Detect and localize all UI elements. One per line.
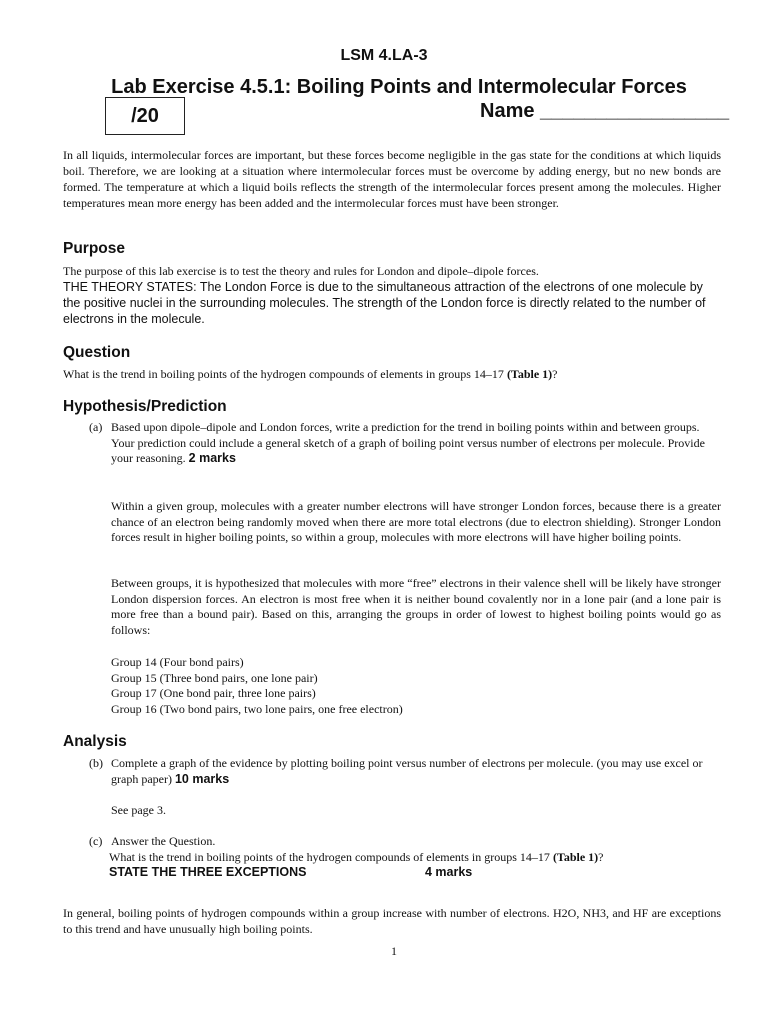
group-order-list [111, 655, 403, 717]
page-number: 1 [391, 944, 397, 958]
item-c-label: (c) [89, 834, 103, 848]
document-code: LSM 4.LA-3 [340, 47, 428, 64]
conclusion-paragraph: In general, boiling points of hydrogen compounds within a group increase with number of electrons. H2O, NH3, and HF are exceptions to this trend and have unusually high boiling points. [63, 906, 721, 936]
item-b-text: Complete a graph of the evidence by plotting boiling point versus number of electrons per molecule. (you may use excel or graph paper) 10 marks [111, 756, 703, 786]
item-b-label: (b) [89, 756, 103, 770]
table-1-reference: (Table 1) [552, 850, 599, 864]
hypothesis-answer-2: Between groups, it is hypothesized that molecules with more “free” electrons in their valence shell will be likely have stronger London dispersion forces. An electron is most free when it is neither bound covalently nor in a lone pair (and a lone pair is more free than a bound pair). Based on this, arranging the groups in order of lowest to highest boiling points would go as follows: [111, 576, 721, 637]
theory-statement: THE THEORY STATES: The London Force is due to the simultaneous attraction of the electrons of one molecule by the positive nuclei in the surrounding molecules. The strength of the London force is directly related to the number of electrons in the molecule. [63, 280, 706, 326]
item-a-label: (a) [89, 420, 103, 434]
list-item: Group 17 (One bond pair, three lone pairs) [111, 686, 316, 700]
item-b-answer: See page 3. [111, 803, 166, 817]
list-item: Group 16 (Two bond pairs, two lone pairs, one free electron) [111, 701, 403, 716]
question-text: What is the trend in boiling points of the hydrogen compounds of elements in groups 14–17 (Table 1)? [63, 367, 558, 381]
item-c-question: What is the trend in boiling points of the hydrogen compounds of elements in groups 14–17 (Table 1)? [109, 850, 604, 864]
list-item: Group 14 (Four bond pairs) [111, 655, 244, 669]
purpose-heading: Purpose [63, 240, 126, 257]
item-a-marks: 2 marks [188, 451, 236, 465]
score-box: /20 [105, 97, 185, 135]
exceptions-prompt: STATE THE THREE EXCEPTIONS [109, 865, 307, 879]
list-item: Group 15 (Three bond pairs, one lone pair) [111, 670, 318, 685]
analysis-heading: Analysis [63, 733, 127, 750]
item-b-marks: 10 marks [174, 771, 230, 786]
page-title: Lab Exercise 4.5.1: Boiling Points and Intermolecular Forces [111, 76, 687, 98]
hypothesis-heading: Hypothesis/Prediction [63, 398, 227, 415]
intro-paragraph: In all liquids, intermolecular forces are important, but these forces become negligible in the gas state for the conditions at which liquids boil. Therefore, we are looking at a situation where intermolecular forces must be overcome by adding energy, but no new bonds are formed. The temperature at which a liquid boils reflects the strength of the intermolecular forces present among the molecules. Higher temperatures mean more energy has been added and the intermolecular forces must have been stronger. [63, 148, 721, 210]
item-c-marks: 4 marks [425, 865, 473, 879]
hypothesis-answer-1: Within a given group, molecules with a greater number electrons will have stronger London forces, because there is a greater chance of an electron being randomly moved when there are more total electrons (due to electron shielding). Stronger London forces result in higher boiling points, so within a group, molecules with more electrons will have higher boiling points. [111, 499, 721, 544]
name-field-label: Name _________________ [480, 100, 730, 122]
item-c-text: Answer the Question. [111, 834, 216, 848]
question-heading: Question [63, 344, 131, 361]
item-a-text: Based upon dipole–dipole and London forces, write a prediction for the trend in boiling points within and between groups. Your prediction could include a general sketch of a graph of boiling point versus number of electrons per molecule. Provide your reasoning. 2 marks [111, 420, 705, 465]
purpose-text: The purpose of this lab exercise is to test the theory and rules for London and dipole–dipole forces. [63, 264, 539, 278]
table-1-reference: (Table 1) [506, 367, 553, 381]
